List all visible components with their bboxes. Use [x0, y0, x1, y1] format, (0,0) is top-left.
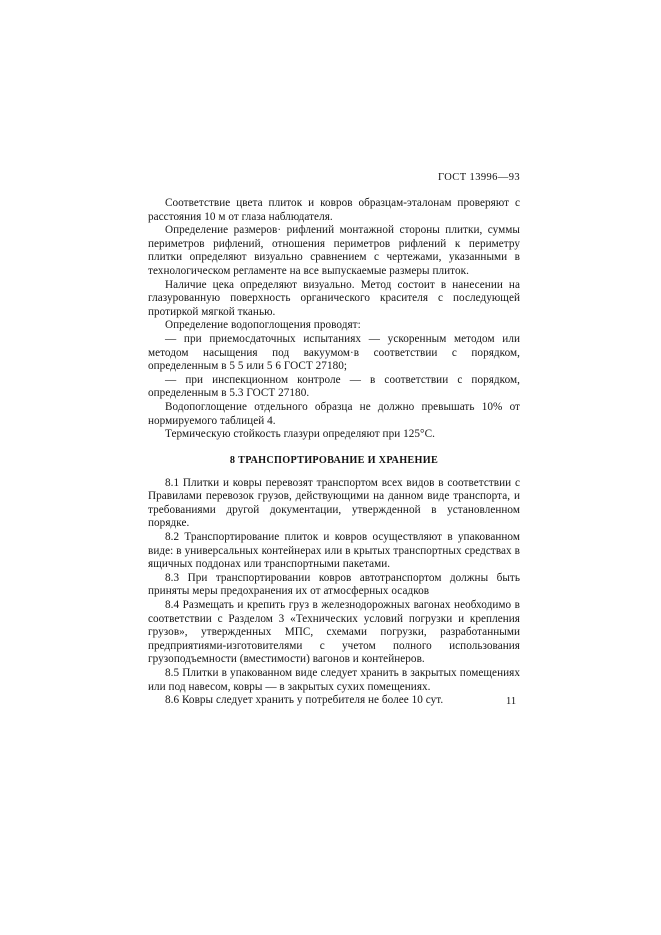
page-header — [148, 172, 520, 183]
paragraph: 8.2 Транспортирование плиток и ковров осуществляют в упакованном виде: в универсальных контейнерах или в крытых транспортных средствах в ящичных поддонах или транспортными пакетами. — [148, 531, 520, 571]
paragraph: — при инспекционном контроле — в соответствии с порядком, определенным в 5.3 ГОСТ 27180. — [148, 373, 520, 400]
paragraph: Соответствие цвета плиток и ковров образцам-эталонам проверяют с расстояния 10 м от глаза наблюдателя. — [148, 197, 520, 223]
paragraph: Наличие цека определяют визуально. Метод состоит в нанесении на глазурованную поверхность органического красителя с последующей протиркой мягкой тканью. — [148, 278, 520, 318]
paragraph: 8.5 Плитки в упакованном виде следует хранить в закрытых помещениях или под навесом, ковры — в закрытых сухих помещениях. — [148, 667, 520, 693]
paragraph: Определение размеров· рифлений монтажной стороны плитки, суммы периметров рифлений, отношения периметров рифлений к периметру плитки определяют визуально сравнением с чертежами, указанными в технологическом регламенте на все выпускаемые размеры плиток. — [148, 224, 520, 277]
paragraph: Термическую стойкость глазури определяют при 125°С. — [165, 428, 435, 441]
paragraph: 8.4 Размещать и крепить груз в железнодорожных вагонах необходимо в соответствии с Разделом 3 «Технических условий погрузки и крепления грузов», утвержденных МПС, схемами погрузки, разработанными предприятиями-изготовителями с учетом полного использования грузоподъемности (вместимости) вагонов и контейнеров. — [148, 599, 520, 666]
page-content — [148, 172, 520, 708]
page-number: 11 — [506, 696, 517, 707]
paragraph: Определение водопоглощения проводят: — [165, 319, 361, 332]
paragraph: — при приемосдаточных испытаниях — ускоренным методом или методом насыщения под вакуумом·в соответствии с порядком, определенным в 5 5 или 5 6 ГОСТ 27180; — [148, 332, 520, 373]
section-heading: 8 ТРАНСПОРТИРОВАНИЕ И ХРАНЕНИЕ — [229, 454, 439, 466]
paragraph: 8.6 Ковры следует хранить у потребителя не более 10 сут. — [165, 694, 444, 707]
standard-number: ГОСТ 13996—93 — [437, 172, 520, 183]
paragraph: 8.3 При транспортировании ковров автотранспортом должны быть приняты меры предохранения их от атмосферных осадков — [148, 571, 520, 598]
paragraph: Водопоглощение отдельного образца не должно превышать 10% от нормируемого таблицей 4. — [148, 400, 520, 427]
paragraph: 8.1 Плитки и ковры перевозят транспортом всех видов в соответствии с Правилами перевозок грузов, действующими на данном виде транспорта, и требованиями другой документации, утвержденной в установленном порядке. — [148, 476, 520, 530]
